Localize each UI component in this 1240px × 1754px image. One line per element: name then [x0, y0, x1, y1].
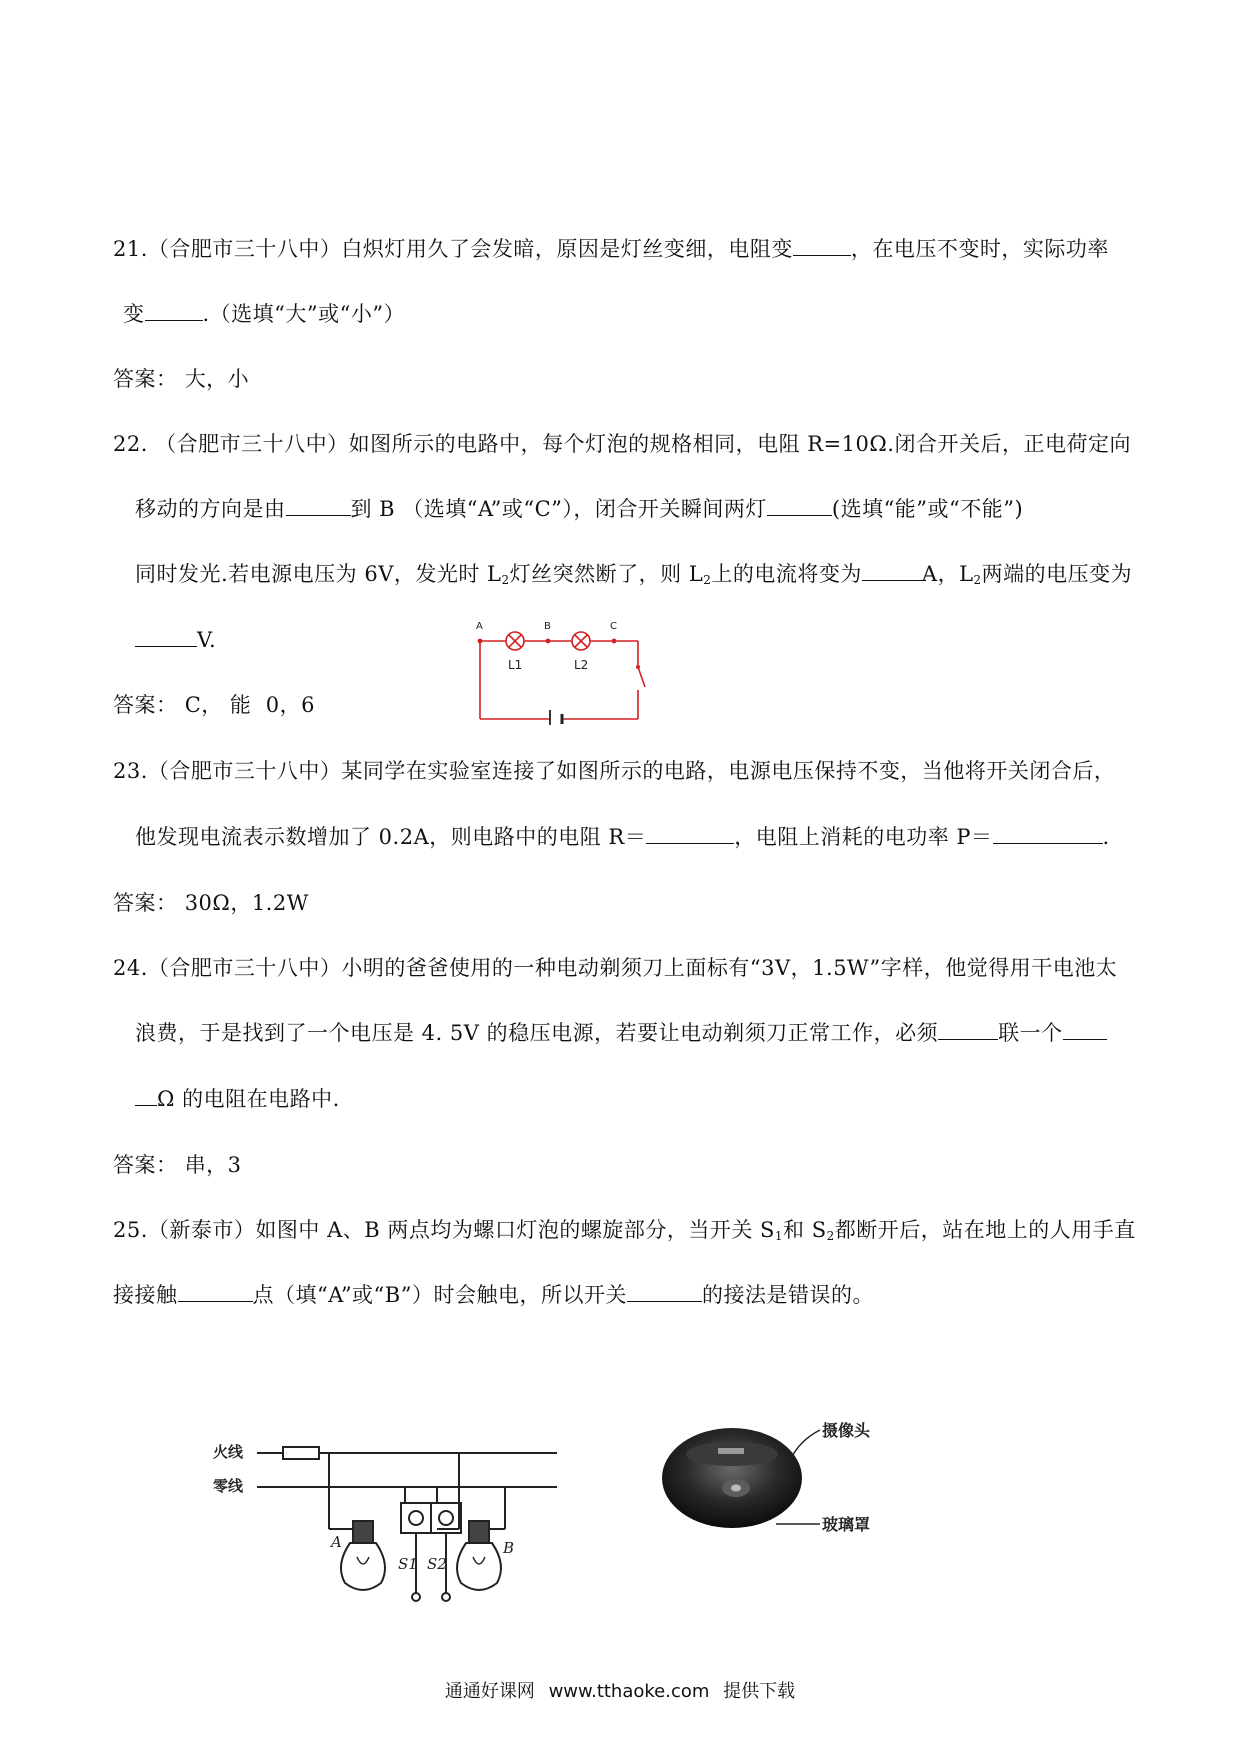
- q25-blank1: [178, 1281, 253, 1302]
- q24-blank2-cont: [135, 1085, 157, 1106]
- page-footer: [0, 1677, 1240, 1703]
- switch-s2-terminal: [442, 1593, 450, 1601]
- label-b: B: [544, 621, 551, 632]
- node-a: [478, 639, 483, 644]
- q22-blank4: [135, 626, 197, 647]
- q25-wiring-diagram: [205, 1425, 595, 1625]
- label-live-wire: 火线: [213, 1443, 244, 1461]
- q24-line2: 浪费，于是找到了一个电压是 4. 5V 的稳压电源，若要让电动剃须刀正常工作，必须 联一个: [135, 1018, 1107, 1048]
- label-glass-cover: 玻璃罩: [822, 1515, 871, 1534]
- q23-answer: 答案： 30Ω，1.2W: [113, 891, 309, 915]
- camera-dome-icon: [662, 1428, 802, 1528]
- footer-suffix: 提供下载: [723, 1681, 796, 1702]
- label-s1: S1: [398, 1555, 418, 1573]
- bulb-a-icon: [341, 1521, 385, 1590]
- q24-answer: 答案： 串，3: [113, 1153, 242, 1177]
- q25-blank2: [627, 1281, 702, 1302]
- label-point-b: B: [503, 1539, 515, 1557]
- label-s2: S2: [427, 1555, 447, 1573]
- node-c: [612, 639, 617, 644]
- label-l1: L1: [508, 658, 523, 672]
- q21-line1: 21.（合肥市三十八中）白炽灯用久了会发暗，原因是灯丝变细，电阻变 ，在电压不变时，实际功率: [113, 237, 1109, 261]
- q22-blank2: [767, 495, 832, 516]
- q22-line3: 同时发光.若电源电压为 6V，发光时 $L_2$灯丝突然断了，则 $L_2$上的电流将变为 A，$L_2$两端的电压变为: [135, 562, 1133, 587]
- battery-icon: [550, 710, 562, 725]
- q25-camera-photo: [660, 1408, 900, 1558]
- q22-blank3: [862, 560, 922, 581]
- footer-url[interactable]: www.tthaoke.com: [548, 1681, 710, 1702]
- q21-answer: 答案： 大，小: [113, 367, 250, 391]
- switch-icon: [636, 665, 645, 687]
- q22-blank1: [286, 495, 351, 516]
- q22-line2: 移动的方向是由 到 B （选填“A”或“C”），闭合开关瞬间两灯 (选填“能”或“不能”): [135, 497, 1024, 521]
- q24-blank2: [1063, 1019, 1107, 1040]
- q21-blank2: [145, 300, 203, 321]
- q24-blank1: [938, 1019, 998, 1040]
- q23-blank1: [646, 823, 734, 844]
- q23-blank2: [993, 823, 1103, 844]
- q25-line1: 25.（新泰市）如图中 A、B 两点均为螺口灯泡的螺旋部分，当开关 $S_1$和 $S_2$都断开后，站在地上的人用手直: [113, 1218, 1136, 1243]
- q21-blank1: [793, 235, 851, 256]
- node-b: [546, 639, 551, 644]
- label-neutral-wire: 零线: [213, 1477, 244, 1495]
- label-c: C: [610, 621, 617, 632]
- fuse-icon: [283, 1447, 319, 1459]
- q24-line3: Ω 的电阻在电路中.: [135, 1084, 340, 1114]
- q23-line1: 23.（合肥市三十八中）某同学在实验室连接了如图所示的电路，电源电压保持不变，当他将开关闭合后，: [113, 759, 1116, 783]
- q23-line2: 他发现电流表示数增加了 0.2A，则电路中的电阻 R＝ ，电阻上消耗的电功率 P＝ .: [135, 825, 1110, 849]
- q24-line1: 24.（合肥市三十八中）小明的爸爸使用的一种电动剃须刀上面标有“3V，1.5W”字样，他觉得用干电池太: [113, 956, 1118, 980]
- switch-s1-terminal: [412, 1593, 420, 1601]
- label-point-a: A: [331, 1533, 342, 1551]
- bulb-b-icon: [457, 1521, 501, 1590]
- label-a: A: [476, 621, 483, 632]
- q22-circuit-diagram: [470, 615, 650, 725]
- label-l2: L2: [574, 658, 589, 672]
- q25-line2: 接接触 点（填“A”或“B”）时会触电，所以开关 的接法是错误的。: [113, 1283, 874, 1307]
- footer-site-name: 通通好课网: [444, 1681, 535, 1702]
- lamp-l1-icon: [506, 632, 524, 650]
- lamp-l2-icon: [572, 632, 590, 650]
- q22-line4: V.: [135, 625, 216, 655]
- q22-line1: 22. （合肥市三十八中）如图所示的电路中，每个灯泡的规格相同，电阻 R=10Ω.闭合开关后，正电荷定向: [113, 432, 1131, 456]
- q22-answer: 答案： C， 能 0，6: [113, 693, 316, 717]
- label-camera: 摄像头: [822, 1421, 871, 1440]
- q21-line2: 变 .（选填“大”或“小”）: [123, 302, 406, 326]
